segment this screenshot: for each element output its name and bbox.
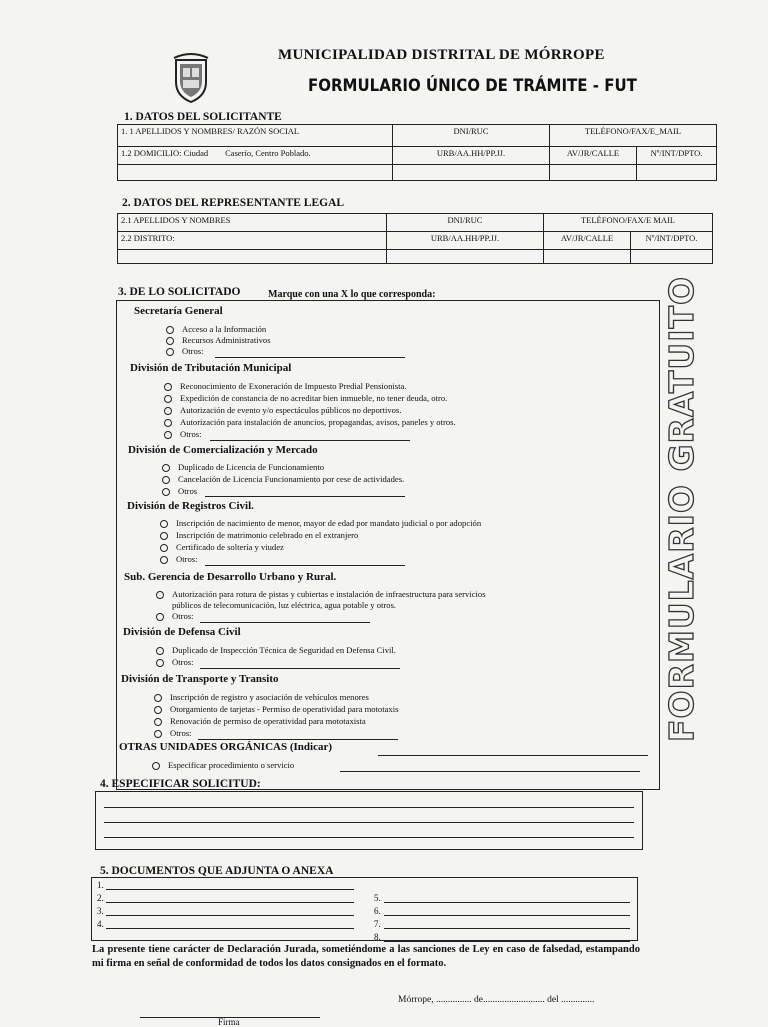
category-desarrollo-urbano: Sub. Gerencia de Desarrollo Urbano y Rural. [124, 571, 337, 583]
applicant-table [117, 124, 717, 181]
doc-number: 2. [97, 893, 104, 903]
request-line[interactable] [104, 837, 634, 838]
applicant-phone-field[interactable]: TELÉFONO/FAX/E_MAIL [550, 125, 717, 147]
section5-title: 5. DOCUMENTOS QUE ADJUNTA O ANEXA [100, 865, 334, 877]
category-defensa-civil: División de Defensa Civil [123, 626, 241, 638]
other-line[interactable] [200, 622, 370, 623]
option-checkbox[interactable]: Duplicado de Inspección Técnica de Seguridad en Defensa Civil. [156, 645, 396, 655]
doc-number: 1. [97, 880, 104, 890]
option-checkbox[interactable]: Otros: [156, 657, 193, 667]
option-checkbox[interactable]: Cancelación de Licencia Funcionamiento por cese de actividades. [162, 474, 404, 484]
other-line[interactable] [205, 496, 405, 497]
option-checkbox[interactable]: Otros: [164, 429, 201, 439]
other-line[interactable] [215, 357, 405, 358]
other-line[interactable] [205, 565, 405, 566]
applicant-number-field[interactable]: Nº/INT/DPTO. [637, 147, 717, 165]
section1-title: 1. DATOS DEL SOLICITANTE [124, 111, 282, 123]
category-secretaria: Secretaría General [134, 305, 223, 317]
doc-number: 8. [374, 932, 381, 942]
place-date: Mórrope, ............... de.......................... del .............. [398, 995, 595, 1005]
option-checkbox[interactable]: Recursos Administrativos [166, 335, 271, 345]
applicant-street-field[interactable]: AV/JR/CALLE [550, 147, 637, 165]
service-line[interactable] [340, 771, 640, 772]
doc-line[interactable] [384, 915, 630, 916]
option-checkbox[interactable]: Inscripción de matrimonio celebrado en el extranjero [160, 530, 358, 540]
applicant-names-field[interactable]: 1. 1 APELLIDOS Y NOMBRES/ RAZÓN SOCIAL [118, 125, 393, 147]
section4-title: 4. ESPECIFICAR SOLICITUD: [100, 778, 261, 790]
option-checkbox[interactable]: Certificado de soltería y viudez [160, 542, 284, 552]
option-checkbox[interactable]: Inscripción de registro y asociación de vehículos menores [154, 692, 369, 702]
doc-line[interactable] [384, 941, 630, 942]
applicant-dni-field[interactable]: DNI/RUC [393, 125, 550, 147]
municipality-title: MUNICIPALIDAD DISTRITAL DE MÓRROPE [278, 47, 605, 63]
other-line[interactable] [210, 440, 410, 441]
rep-names-field[interactable]: 2.1 APELLIDOS Y NOMBRES [118, 214, 387, 232]
doc-line[interactable] [384, 928, 630, 929]
section3-instruction: Marque con una X lo que corresponda: [268, 289, 436, 300]
sworn-declaration: La presente tiene carácter de Declaración Jurada, sometiéndome a las sanciones de Ley en caso de falsedad, estampando mi firma en señal de conformidad de todos los datos consignados en el formato. [92, 944, 640, 969]
rep-number-field[interactable]: Nº/INT/DPTO. [631, 232, 713, 250]
category-comercializacion: División de Comercialización y Mercado [128, 444, 318, 456]
doc-number: 5. [374, 893, 381, 903]
option-checkbox[interactable]: Especificar procedimiento o servicio [152, 760, 294, 770]
section2-title: 2. DATOS DEL REPRESENTANTE LEGAL [122, 197, 345, 209]
option-checkbox[interactable]: Autorización para rotura de pistas y cubiertas e instalación de infraestructura para servicios [156, 589, 486, 599]
rep-phone-field[interactable]: TELÉFONO/FAX/E MAIL [544, 214, 713, 232]
doc-number: 3. [97, 906, 104, 916]
option-checkbox[interactable]: Autorización de evento y/o espectáculos públicos no deportivos. [164, 405, 401, 415]
category-registros: División de Registros Civil. [127, 500, 254, 512]
option-checkbox[interactable]: Expedición de constancia de no acreditar bien inmueble, no tener deuda, otro. [164, 393, 447, 403]
documents-box [91, 877, 638, 941]
request-detail-box[interactable] [95, 791, 643, 850]
section3-title: 3. DE LO SOLICITADO [118, 286, 241, 298]
doc-line[interactable] [106, 915, 354, 916]
doc-number: 7. [374, 919, 381, 929]
rep-dni-field[interactable]: DNI/RUC [387, 214, 544, 232]
doc-number: 6. [374, 906, 381, 916]
option-checkbox[interactable]: Duplicado de Licencia de Funcionamiento [162, 462, 324, 472]
option-checkbox[interactable]: Otorgamiento de tarjetas - Permiso de operatividad para mototaxis [154, 704, 398, 714]
request-line[interactable] [104, 807, 634, 808]
option-checkbox[interactable]: Acceso a la Información [166, 324, 266, 334]
request-line[interactable] [104, 822, 634, 823]
option-checkbox[interactable]: Otros: [166, 346, 203, 356]
option-checkbox[interactable]: Otros [162, 486, 197, 496]
option-checkbox[interactable]: Otros: [154, 728, 191, 738]
other-units-line[interactable] [378, 755, 648, 756]
doc-line[interactable] [384, 902, 630, 903]
applicant-urb-field[interactable]: URB/AA.HH/PP.JJ. [393, 147, 550, 165]
category-transporte: División de Transporte y Transito [121, 673, 279, 685]
form-title: FORMULARIO ÚNICO DE TRÁMITE - FUT [308, 74, 637, 96]
category-tributacion: División de Tributación Municipal [130, 362, 292, 374]
rep-urb-field[interactable]: URB/AA.HH/PP.JJ. [387, 232, 544, 250]
option-text: públicos de telecomunicación, luz eléctrica, agua potable y otros. [172, 600, 397, 610]
applicant-address-field[interactable]: 1.2 DOMICILIO: Ciudad Caserío, Centro Poblado. [118, 147, 393, 165]
rep-district-field[interactable]: 2.2 DISTRITO: [118, 232, 387, 250]
doc-number: 4. [97, 919, 104, 929]
municipal-crest-icon [170, 52, 212, 104]
doc-line[interactable] [106, 889, 354, 890]
signature-label: Firma [218, 1017, 240, 1027]
rep-street-field[interactable]: AV/JR/CALLE [544, 232, 631, 250]
other-line[interactable] [198, 739, 398, 740]
representative-table [117, 213, 713, 264]
doc-line[interactable] [106, 902, 354, 903]
option-checkbox[interactable]: Otros: [156, 611, 193, 621]
other-line[interactable] [200, 668, 400, 669]
option-checkbox[interactable]: Inscripción de nacimiento de menor, mayor de edad por mandato judicial o por adopción [160, 518, 481, 528]
category-otras-unidades: OTRAS UNIDADES ORGÁNICAS (Indicar) [119, 741, 332, 753]
option-checkbox[interactable]: Renovación de permiso de operatividad para mototaxista [154, 716, 366, 726]
option-checkbox[interactable]: Reconocimiento de Exoneración de Impuesto Predial Pensionista. [164, 381, 406, 391]
option-checkbox[interactable]: Autorización para instalación de anuncios, propagandas, avisos, paneles y otros. [164, 417, 456, 427]
doc-line[interactable] [106, 928, 354, 929]
option-checkbox[interactable]: Otros: [160, 554, 197, 564]
free-form-stamp: FORMULARIO GRATUITO [662, 275, 701, 742]
